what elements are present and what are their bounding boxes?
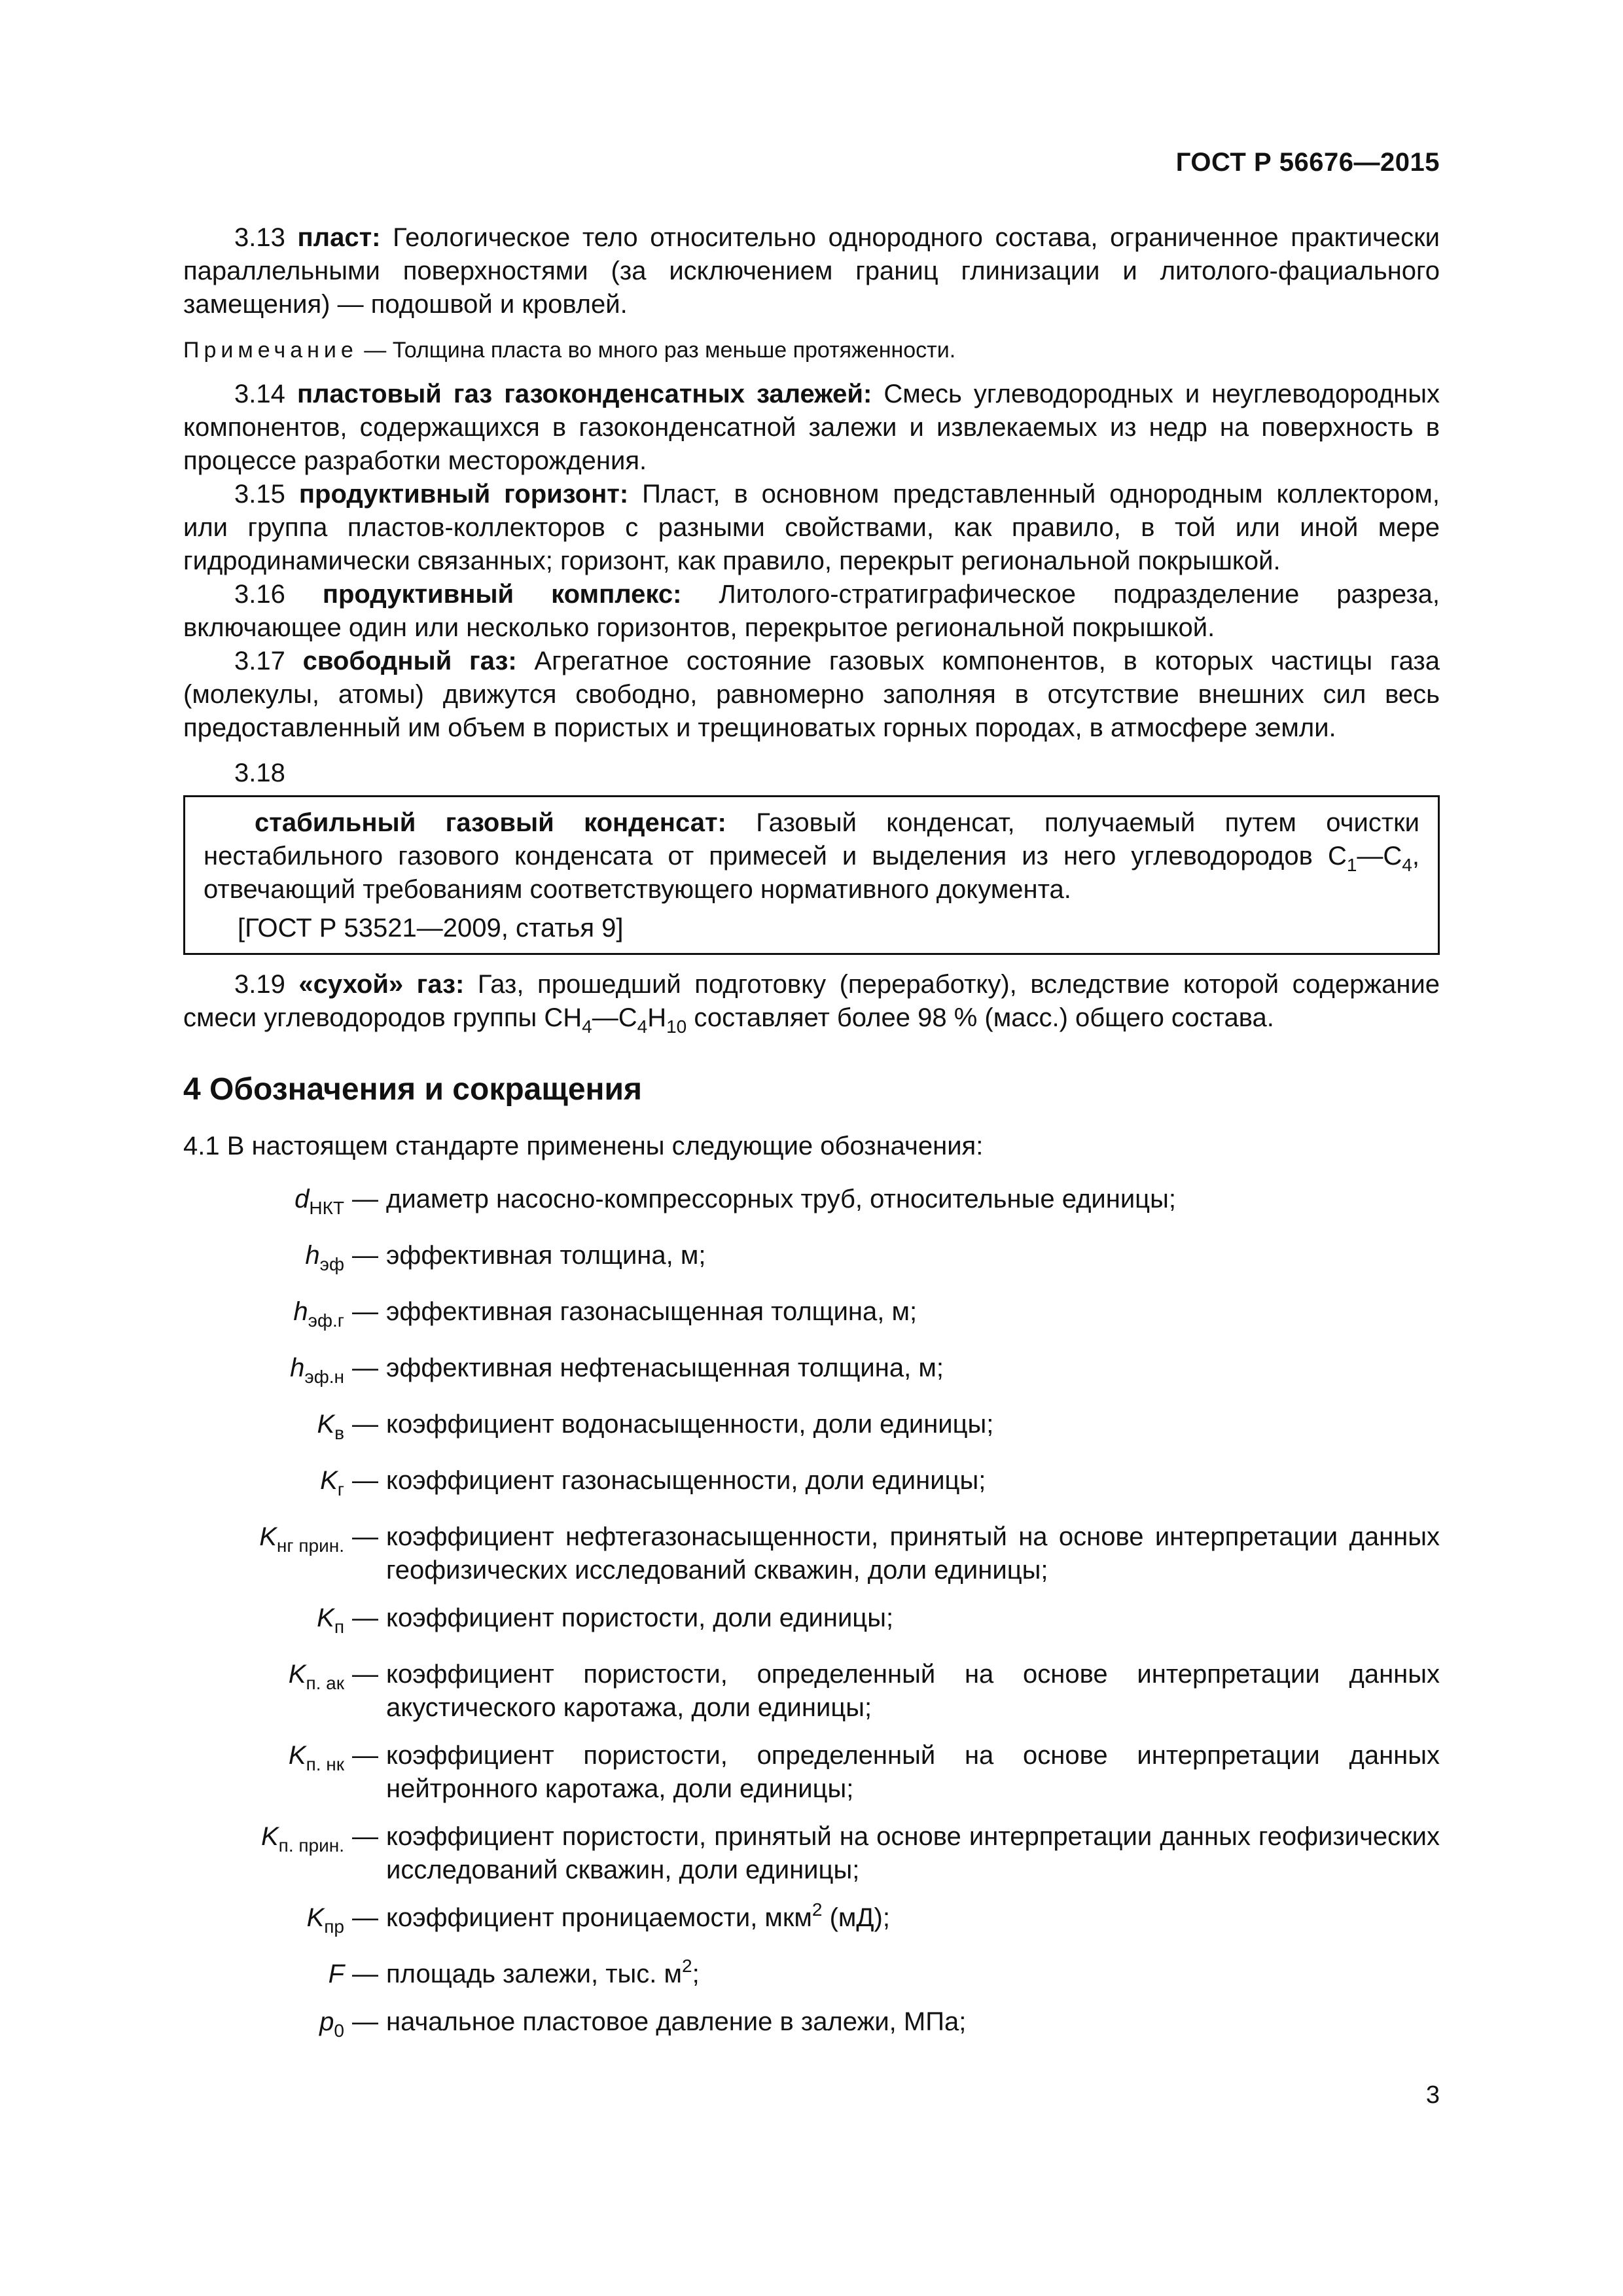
definition-dash: — bbox=[352, 1466, 378, 1495]
symbol-definitions-list bbox=[183, 1183, 1440, 2047]
symbol-subscript: п. нк bbox=[306, 1754, 344, 1774]
symbol-description: коэффициент газонасыщенности, доли единицы; bbox=[386, 1466, 986, 1495]
symbol-subscript: п. прин. bbox=[278, 1835, 344, 1856]
term-definition: Геологическое тело относительно однородного состава, ограниченное практически параллельными поверхностями (за исключением границ глинизации и литолого-фациального замещения) — подошвой и кровлей. bbox=[183, 223, 1440, 319]
symbol-base: K bbox=[259, 1522, 277, 1551]
note bbox=[183, 336, 1440, 365]
symbol-subscript: п bbox=[334, 1617, 344, 1637]
term-number: 3.17 bbox=[234, 647, 285, 675]
superscript: 2 bbox=[682, 1956, 692, 1976]
term-definition: Литолого-стратиграфическое подразделение разреза, включающее один или несколько горизонтов, перекрытое региональной покрышкой. bbox=[183, 580, 1440, 642]
term-title: продуктивный комплекс: bbox=[322, 580, 682, 609]
symbol-base: K bbox=[288, 1741, 306, 1770]
term-3-17 bbox=[183, 645, 1440, 745]
definition-dash: — bbox=[352, 1741, 378, 1770]
term-definition: Смесь углеводородных и неуглеводородных компонентов, содержащихся в газоконденсатной залежи и извлекаемых из недр на поверхность в процессе разработки месторождения. bbox=[183, 380, 1440, 475]
term-3-14 bbox=[183, 378, 1440, 478]
symbol-base: h bbox=[290, 1354, 305, 1382]
definition-dash: — bbox=[352, 1522, 378, 1551]
term-definition: Газовый конденсат, получаемый путем очистки нестабильного газового конденсата от примесей и выделения из него углеводородов С bbox=[204, 808, 1420, 870]
description-text-end: (мД); bbox=[822, 1903, 890, 1932]
symbol-description: эффективная толщина, м; bbox=[386, 1241, 706, 1270]
page-content bbox=[183, 221, 1440, 2047]
document-code-header: ГОСТ Р 56676—2015 bbox=[1175, 148, 1440, 177]
symbol-base: K bbox=[306, 1903, 325, 1932]
symbol-description: диаметр насосно-компрессорных труб, относительные единицы; bbox=[386, 1185, 1176, 1213]
borrowed-term-box bbox=[183, 795, 1440, 955]
symbol bbox=[183, 1239, 352, 1281]
symbol-base: K bbox=[317, 1604, 334, 1632]
symbol-base: K bbox=[317, 1410, 335, 1439]
formula-part: —С bbox=[592, 1003, 637, 1032]
symbol bbox=[183, 1408, 352, 1450]
symbol-description: коэффициент пористости, принятый на основе интерпретации данных геофизических исследований скважин, доли единицы; bbox=[386, 1822, 1440, 1884]
term-3-18-number: 3.18 bbox=[234, 759, 285, 787]
symbol-subscript: пр bbox=[324, 1916, 344, 1937]
section-heading: 4 Обозначения и сокращения bbox=[183, 1072, 643, 1107]
symbol bbox=[183, 1295, 352, 1337]
symbol bbox=[183, 1602, 352, 1643]
symbol bbox=[183, 1901, 352, 1943]
term-number: 3.14 bbox=[234, 380, 285, 408]
note-label: Примечание bbox=[183, 338, 358, 363]
term-number: 3.19 bbox=[234, 970, 285, 999]
symbol-base: p bbox=[319, 2007, 334, 2036]
symbol-description: коэффициент нефтегазонасыщенности, принятый на основе интерпретации данных геофизических исследований скважин, доли единицы; bbox=[386, 1522, 1440, 1585]
term-title: стабильный газовый конденсат: bbox=[255, 808, 726, 837]
subscript: 1 bbox=[1346, 855, 1357, 875]
definition-dash: — bbox=[352, 1903, 378, 1932]
symbol-base: K bbox=[288, 1660, 306, 1689]
term-3-15 bbox=[183, 478, 1440, 578]
definition-dash: — bbox=[352, 1660, 378, 1689]
symbol bbox=[183, 1520, 352, 1587]
symbol-description bbox=[374, 1958, 1440, 1991]
description-text: коэффициент проницаемости, мкм bbox=[386, 1903, 812, 1932]
symbol bbox=[183, 1183, 352, 1225]
term-title: пласт: bbox=[297, 223, 381, 252]
symbol-base: d bbox=[294, 1185, 310, 1213]
term-definition: Пласт, в основном представленный однородным коллектором, или группа пластов-коллекторов с разными свойствами, как правило, в той или иной мере гидродинамически связанных; горизонт, как правило, перекрыт региональной покрышкой. bbox=[183, 480, 1440, 575]
definition-dash: — bbox=[352, 1297, 378, 1326]
formula-part: —С bbox=[1357, 842, 1402, 870]
term-3-13 bbox=[183, 221, 1440, 321]
formula-part: Н bbox=[647, 1003, 667, 1032]
page-number: 3 bbox=[1425, 2081, 1440, 2109]
term-title: свободный газ: bbox=[302, 647, 517, 675]
symbol-subscript: эф.н bbox=[304, 1367, 344, 1387]
term-title: пластовый газ газоконденсатных залежей: bbox=[296, 380, 872, 408]
symbol-description: коэффициент пористости, доли единицы; bbox=[386, 1604, 894, 1632]
symbol-subscript: в bbox=[334, 1423, 344, 1443]
symbol-subscript: нг прин. bbox=[276, 1535, 344, 1556]
symbol-description: коэффициент водонасыщенности, доли единицы; bbox=[386, 1410, 994, 1439]
definition-dash: — bbox=[352, 2007, 378, 2036]
term-definition-end: составляет более 98 % (масс.) общего состава. bbox=[687, 1003, 1274, 1032]
term-title: «сухой» газ: bbox=[298, 970, 465, 999]
term-title: продуктивный горизонт: bbox=[298, 480, 629, 509]
source-reference: [ГОСТ Р 53521—2009, статья 9] bbox=[238, 914, 624, 942]
note-text: — Толщина пласта во много раз меньше протяженности. bbox=[357, 338, 956, 363]
symbol bbox=[183, 1464, 352, 1506]
definition-dash: — bbox=[352, 1410, 378, 1439]
symbol-description: начальное пластовое давление в залежи, МПа; bbox=[386, 2007, 967, 2036]
term-number: 3.15 bbox=[234, 480, 285, 509]
description-text: площадь залежи, тыс. м bbox=[386, 1960, 682, 1988]
definition-dash: — bbox=[352, 1185, 378, 1213]
symbol-subscript: п. ак bbox=[306, 1673, 344, 1693]
section-intro: 4.1 В настоящем стандарте применены следующие обозначения: bbox=[183, 1132, 984, 1160]
subscript: 10 bbox=[666, 1016, 687, 1037]
definition-dash: — bbox=[352, 1960, 378, 1988]
symbol-subscript: г bbox=[337, 1479, 344, 1499]
symbol-description: коэффициент пористости, определенный на основе интерпретации данных нейтронного каротажа, доли единицы; bbox=[386, 1741, 1440, 1803]
symbol-description: коэффициент пористости, определенный на основе интерпретации данных акустического каротажа, доли единицы; bbox=[386, 1660, 1440, 1722]
definition-dash: — bbox=[352, 1354, 378, 1382]
symbol-description bbox=[374, 1901, 1440, 1943]
term-number: 3.13 bbox=[234, 223, 285, 252]
symbol bbox=[183, 1739, 352, 1806]
definition-dash: — bbox=[352, 1241, 378, 1270]
description-text-end: ; bbox=[692, 1960, 700, 1988]
term-3-16 bbox=[183, 578, 1440, 645]
symbol-description: эффективная нефтенасыщенная толщина, м; bbox=[386, 1354, 944, 1382]
term-number: 3.16 bbox=[234, 580, 285, 609]
symbol-base: h bbox=[293, 1297, 308, 1326]
symbol-subscript: 0 bbox=[334, 2020, 344, 2041]
symbol bbox=[183, 1352, 352, 1393]
subscript: 4 bbox=[582, 1016, 592, 1037]
symbol-base: K bbox=[260, 1822, 279, 1851]
term-definition: Газ, прошедший подготовку (переработку), вследствие которой содержание смеси углеводородов группы СН bbox=[183, 970, 1440, 1032]
definition-dash: — bbox=[352, 1604, 378, 1632]
symbol-base: h bbox=[305, 1241, 320, 1270]
symbol-subscript: НКТ bbox=[309, 1198, 344, 1218]
superscript: 2 bbox=[812, 1899, 823, 1920]
symbol bbox=[183, 1958, 352, 1991]
term-3-19 bbox=[183, 968, 1440, 1035]
term-definition: Агрегатное состояние газовых компонентов, в которых частицы газа (молекулы, атомы) движутся свободно, равномерно заполняя в отсутствие внешних сил весь предоставленный им объем в пористых и трещиноватых горных породах, в атмосфере земли. bbox=[183, 647, 1440, 742]
symbol-subscript: эф bbox=[319, 1254, 344, 1274]
symbol bbox=[183, 1658, 352, 1725]
subscript: 4 bbox=[1402, 855, 1412, 875]
subscript: 4 bbox=[637, 1016, 648, 1037]
term-definition-end: , отвечающий требованиям соответствующего нормативного документа. bbox=[204, 842, 1419, 904]
symbol-base: K bbox=[320, 1466, 338, 1495]
symbol-description: эффективная газонасыщенная толщина, м; bbox=[386, 1297, 918, 1326]
symbol-subscript: эф.г bbox=[308, 1310, 344, 1331]
symbol-base: F bbox=[328, 1960, 344, 1988]
term-3-18 bbox=[204, 806, 1419, 906]
definition-dash: — bbox=[352, 1822, 378, 1851]
symbol bbox=[183, 1820, 352, 1887]
symbol bbox=[183, 2005, 352, 2047]
